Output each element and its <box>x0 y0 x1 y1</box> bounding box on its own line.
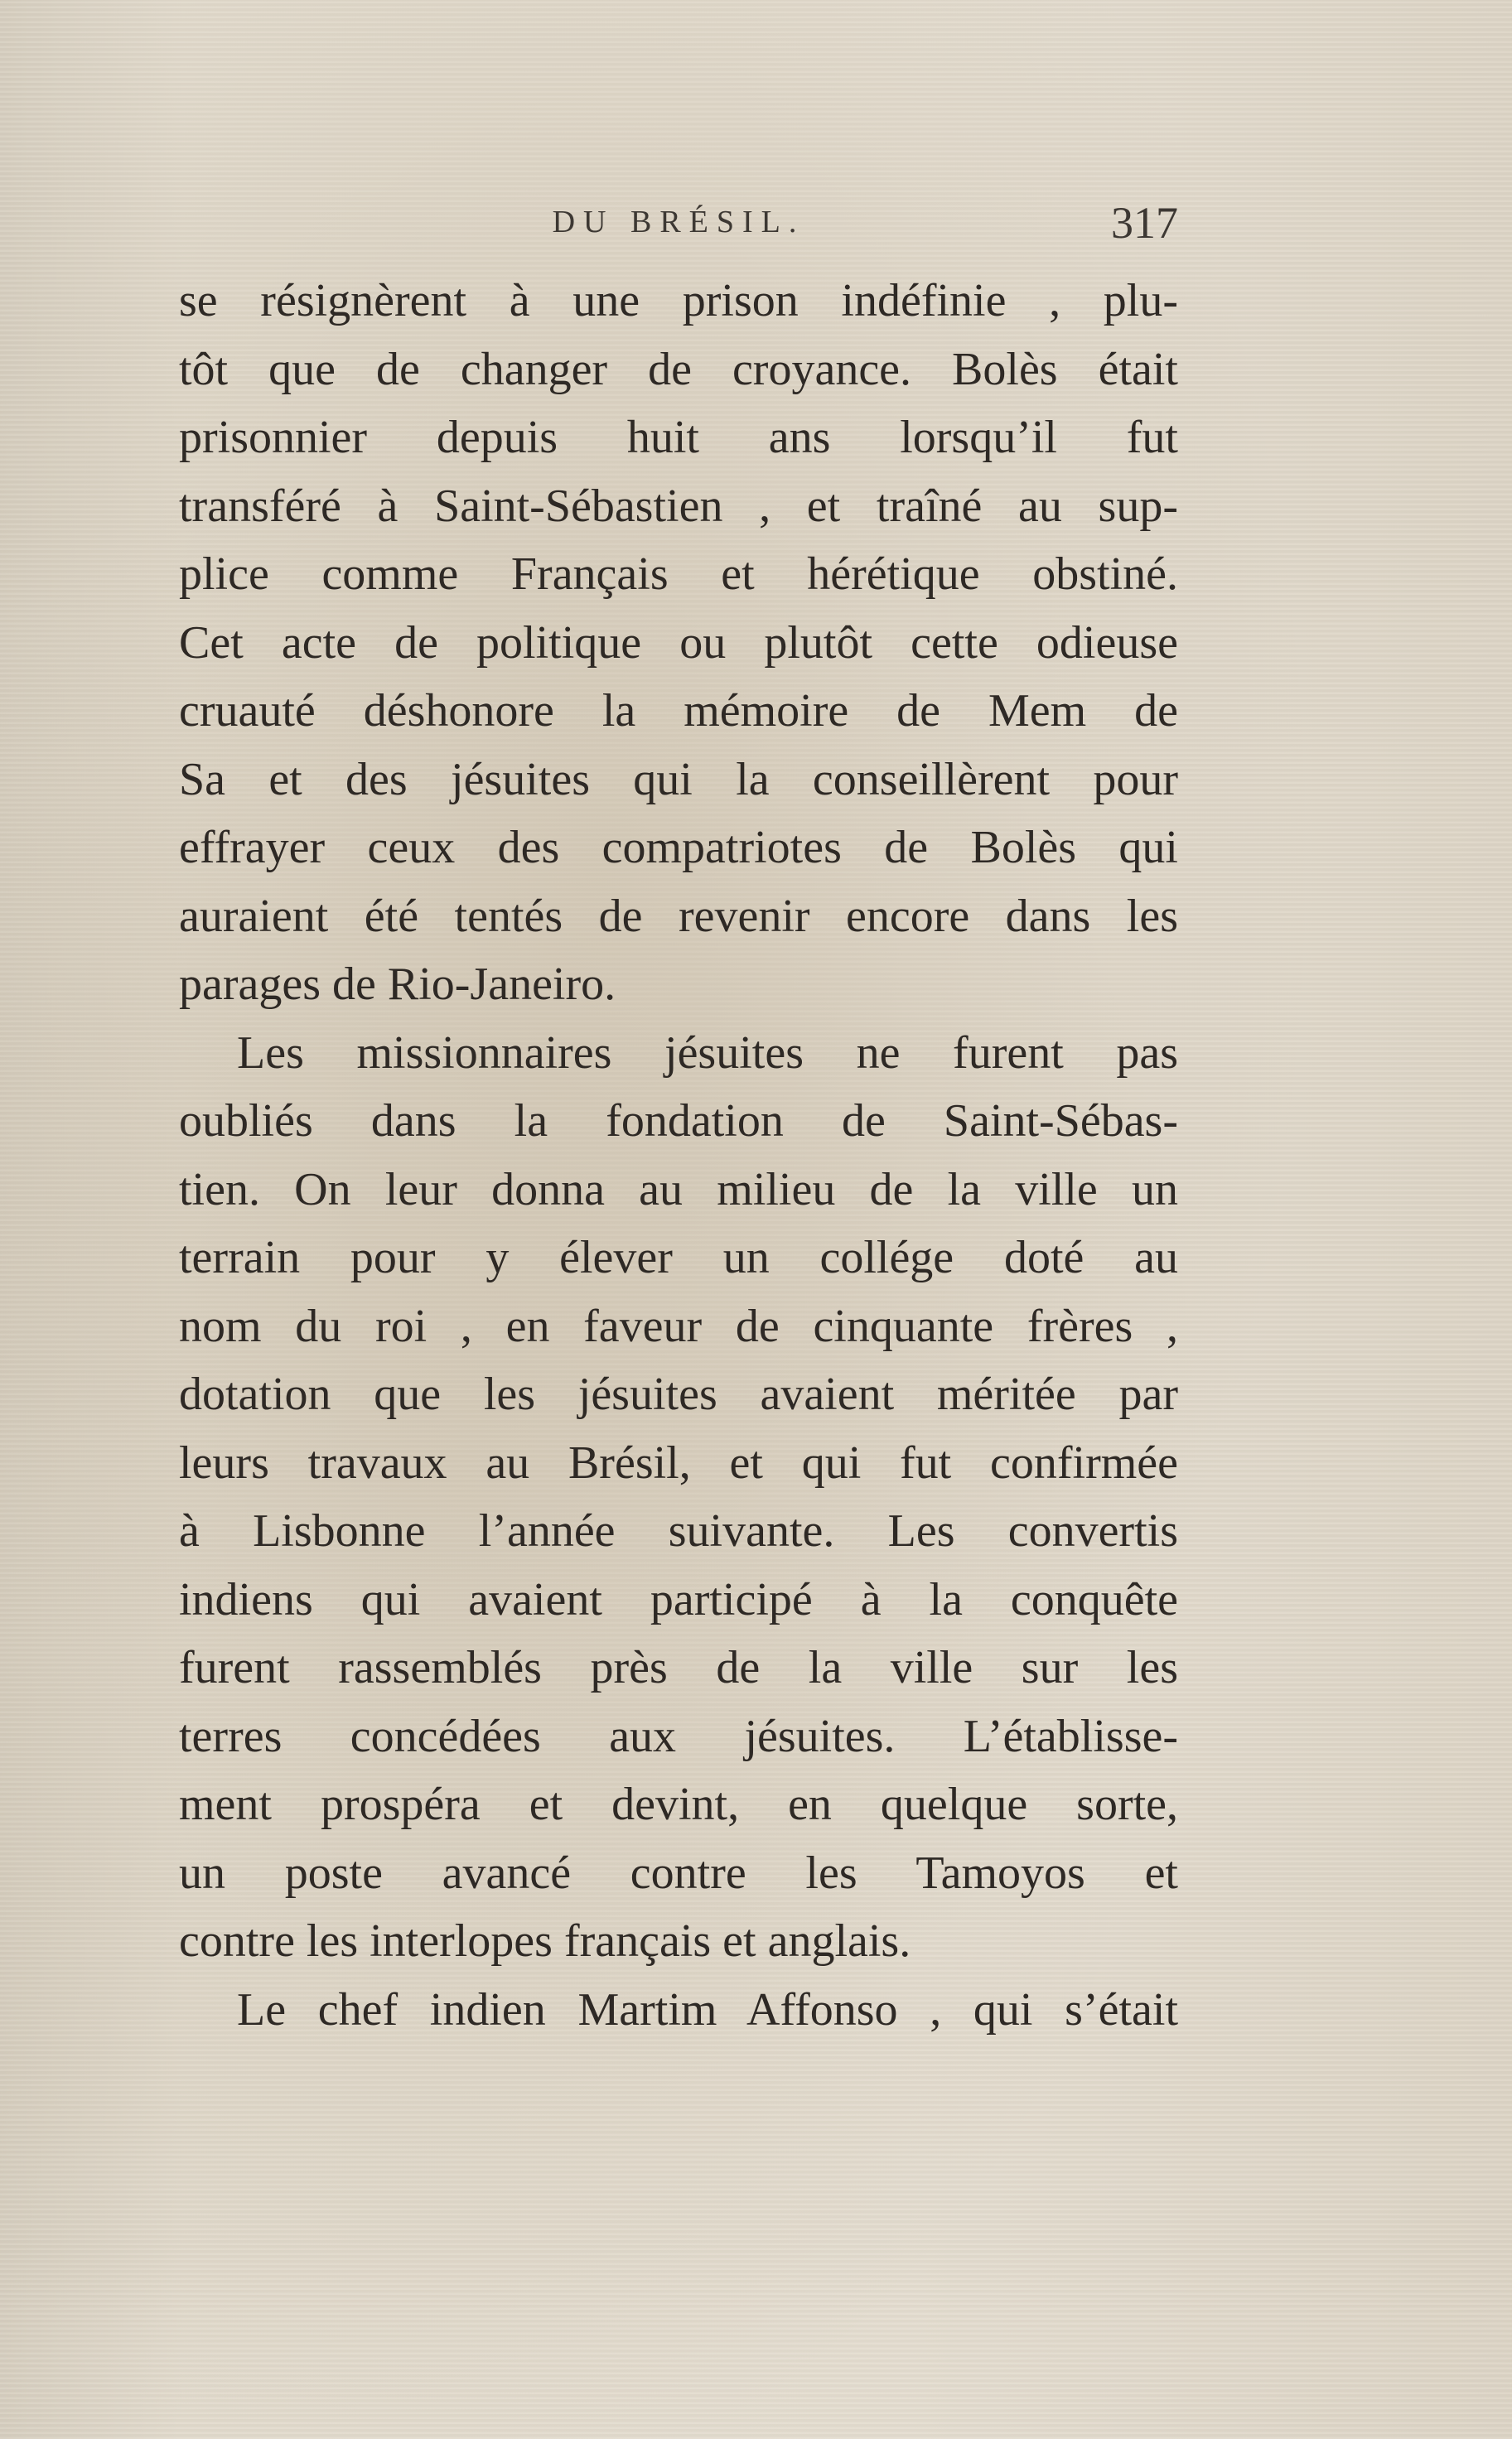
text-line: furent rassemblés près de la ville sur les <box>179 1642 1178 1693</box>
paragraph-end-line: contre les interlopes français et anglais. <box>179 1915 911 1967</box>
text-line: se résignèrent à une prison indéfinie , plu- <box>179 275 1178 326</box>
text-line: effrayer ceux des compatriotes de Bolès qui <box>179 822 1178 873</box>
text-line: transféré à Saint-Sébastien , et traîné au sup- <box>179 480 1178 532</box>
text-line: nom du roi , en faveur de cinquante frères , <box>179 1300 1178 1352</box>
text-line: dotation que les jésuites avaient méritée par <box>179 1369 1178 1420</box>
text-line: Sa et des jésuites qui la conseillèrent pour <box>179 753 1178 805</box>
text-line: tôt que de changer de croyance. Bolès était <box>179 343 1178 395</box>
text-line: leurs travaux au Brésil, et qui fut confirmée <box>179 1437 1178 1489</box>
text-line: tien. On leur donna au milieu de la ville un <box>179 1163 1178 1215</box>
text-line: terrain pour y élever un collége doté au <box>179 1232 1178 1283</box>
running-title: DU BRÉSIL. <box>552 205 805 239</box>
paragraph-end-line: parages de Rio-Janeiro. <box>179 959 616 1010</box>
text-line: plice comme Français et hérétique obstiné. <box>179 548 1178 600</box>
paragraph-start-line: Les missionnaires jésuites ne furent pas <box>237 1026 1178 1079</box>
page-number: 317 <box>1111 198 1178 248</box>
text-line: un poste avancé contre les Tamoyos et <box>179 1847 1178 1899</box>
text-line: à Lisbonne l’année suivante. Les convertis <box>179 1505 1178 1557</box>
body-text <box>179 267 1178 2044</box>
text-line: ment prospéra et devint, en quelque sorte, <box>179 1779 1178 1830</box>
text-line: indiens qui avaient participé à la conquête <box>179 1573 1178 1625</box>
paragraph-start-line: Le chef indien Martim Affonso , qui s’était <box>237 1983 1178 2036</box>
text-line: prisonnier depuis huit ans lorsqu’il fut <box>179 412 1178 463</box>
text-line: terres concédées aux jésuites. L’établisse- <box>179 1710 1178 1762</box>
text-line: cruauté déshonore la mémoire de Mem de <box>179 685 1178 737</box>
text-line: oubliés dans la fondation de Saint-Sébas- <box>179 1095 1178 1147</box>
page-header <box>179 197 1178 263</box>
text-line: auraient été tentés de revenir encore dans les <box>179 890 1178 942</box>
text-line: Cet acte de politique ou plutôt cette odieuse <box>179 616 1178 669</box>
